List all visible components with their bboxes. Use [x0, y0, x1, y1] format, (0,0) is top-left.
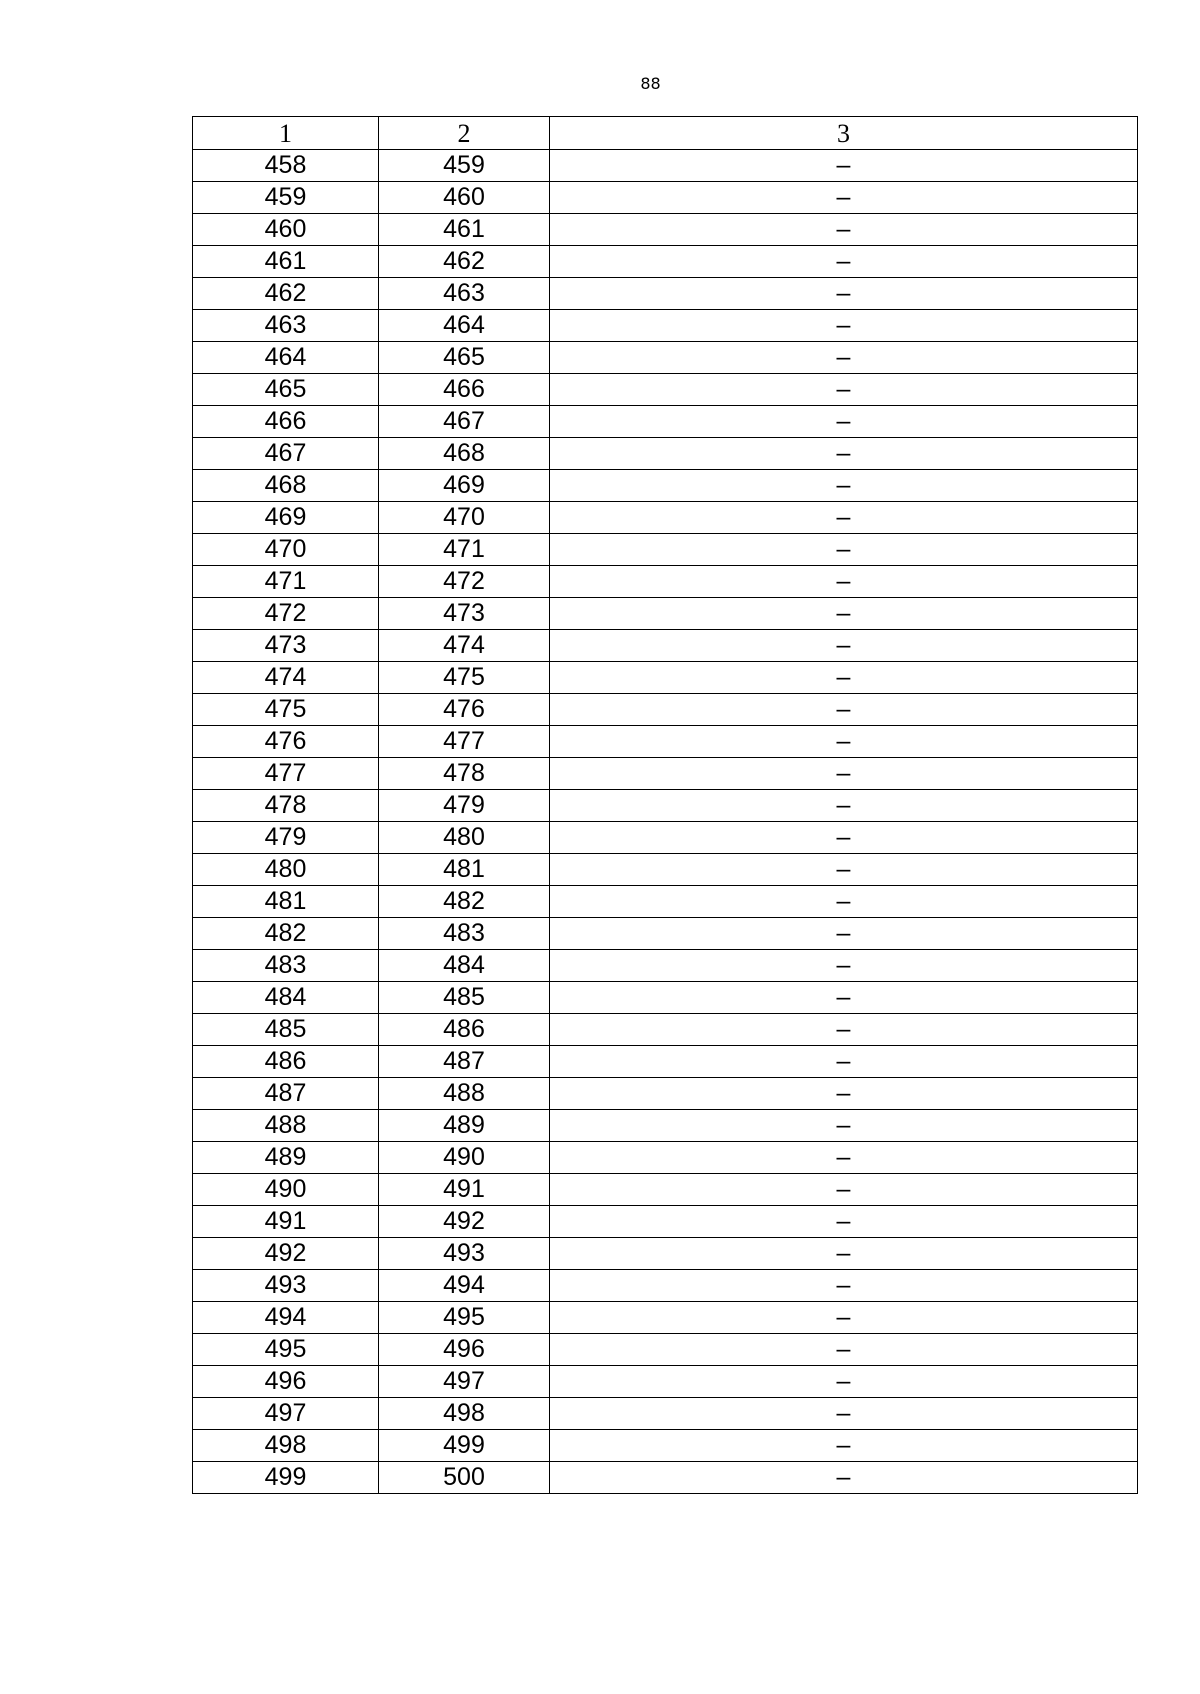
table-cell-col-3: –: [550, 1302, 1138, 1334]
table-cell-col-1: 481: [193, 886, 379, 918]
table-row: [193, 790, 1138, 822]
table-row: [193, 214, 1138, 246]
table-cell-col-1: 474: [193, 662, 379, 694]
page-number: 88: [640, 74, 661, 93]
table-cell-col-3: –: [550, 1366, 1138, 1398]
table-cell-col-2: 487: [379, 1046, 550, 1078]
table-cell-col-3: –: [550, 1398, 1138, 1430]
table-cell-col-2: 495: [379, 1302, 550, 1334]
table-cell-col-2: 486: [379, 1014, 550, 1046]
table-cell-col-1: 497: [193, 1398, 379, 1430]
table-cell-col-1: 468: [193, 470, 379, 502]
table-cell-col-2: 499: [379, 1430, 550, 1462]
table-cell-col-3: –: [550, 214, 1138, 246]
table-cell-col-2: 469: [379, 470, 550, 502]
table-cell-col-2: 463: [379, 278, 550, 310]
table-row: [193, 150, 1138, 182]
table-cell-col-1: 487: [193, 1078, 379, 1110]
table-cell-col-3: –: [550, 1206, 1138, 1238]
table-cell-col-3: –: [550, 246, 1138, 278]
table-cell-col-2: 480: [379, 822, 550, 854]
table-cell-col-3: –: [550, 566, 1138, 598]
table-cell-col-2: 497: [379, 1366, 550, 1398]
table-cell-col-2: 472: [379, 566, 550, 598]
table-cell-col-3: –: [550, 438, 1138, 470]
table-cell-col-3: –: [550, 1174, 1138, 1206]
table-cell-col-3: –: [550, 630, 1138, 662]
table-cell-col-3: –: [550, 374, 1138, 406]
table-cell-col-2: 459: [379, 150, 550, 182]
table-row: [193, 662, 1138, 694]
table-body: [193, 150, 1138, 1494]
table-cell-col-2: 467: [379, 406, 550, 438]
table-cell-col-1: 472: [193, 598, 379, 630]
table-cell-col-2: 465: [379, 342, 550, 374]
table-row: [193, 598, 1138, 630]
table-cell-col-1: 463: [193, 310, 379, 342]
table-cell-col-1: 496: [193, 1366, 379, 1398]
table-cell-col-3: –: [550, 502, 1138, 534]
table-cell-col-3: –: [550, 822, 1138, 854]
table-cell-col-3: –: [550, 918, 1138, 950]
table-cell-col-3: –: [550, 150, 1138, 182]
table-cell-col-2: 471: [379, 534, 550, 566]
table-cell-col-1: 489: [193, 1142, 379, 1174]
table-cell-col-3: –: [550, 662, 1138, 694]
column-header-1: 1: [193, 117, 379, 150]
table-cell-col-1: 492: [193, 1238, 379, 1270]
table-cell-col-1: 459: [193, 182, 379, 214]
table-row: [193, 1142, 1138, 1174]
table-cell-col-3: –: [550, 1334, 1138, 1366]
table-cell-col-1: 491: [193, 1206, 379, 1238]
table-row: [193, 950, 1138, 982]
table-cell-col-3: –: [550, 726, 1138, 758]
table-cell-col-1: 486: [193, 1046, 379, 1078]
table-cell-col-3: –: [550, 790, 1138, 822]
table-cell-col-2: 466: [379, 374, 550, 406]
table-cell-col-2: 483: [379, 918, 550, 950]
table-row: [193, 1238, 1138, 1270]
table-cell-col-1: 475: [193, 694, 379, 726]
table-cell-col-2: 489: [379, 1110, 550, 1142]
table-row: [193, 310, 1138, 342]
table-row: [193, 566, 1138, 598]
table-row: [193, 726, 1138, 758]
table-cell-col-1: 478: [193, 790, 379, 822]
table-cell-col-1: 482: [193, 918, 379, 950]
table-row: [193, 1366, 1138, 1398]
table-cell-col-2: 484: [379, 950, 550, 982]
table-cell-col-2: 492: [379, 1206, 550, 1238]
table-cell-col-1: 479: [193, 822, 379, 854]
table-cell-col-2: 493: [379, 1238, 550, 1270]
table-cell-col-1: 461: [193, 246, 379, 278]
table-cell-col-1: 467: [193, 438, 379, 470]
table-cell-col-1: 465: [193, 374, 379, 406]
table-row: [193, 694, 1138, 726]
table-row: [193, 886, 1138, 918]
table-cell-col-3: –: [550, 694, 1138, 726]
table-row: [193, 1462, 1138, 1494]
table-cell-col-3: –: [550, 310, 1138, 342]
table-cell-col-2: 476: [379, 694, 550, 726]
table-cell-col-3: –: [550, 1270, 1138, 1302]
table-row: [193, 278, 1138, 310]
table-cell-col-1: 477: [193, 758, 379, 790]
table-row: [193, 406, 1138, 438]
table-row: [193, 438, 1138, 470]
table-cell-col-3: –: [550, 854, 1138, 886]
column-header-3: 3: [550, 117, 1138, 150]
table-cell-col-2: 462: [379, 246, 550, 278]
table-cell-col-2: 494: [379, 1270, 550, 1302]
table-row: [193, 502, 1138, 534]
table-cell-col-1: 494: [193, 1302, 379, 1334]
table-cell-col-1: 483: [193, 950, 379, 982]
table-cell-col-3: –: [550, 1046, 1138, 1078]
column-header-2: 2: [379, 117, 550, 150]
table-row: [193, 1430, 1138, 1462]
table-cell-col-1: 499: [193, 1462, 379, 1494]
table-row: [193, 1302, 1138, 1334]
table-cell-col-2: 475: [379, 662, 550, 694]
table-row: [193, 342, 1138, 374]
table-cell-col-1: 471: [193, 566, 379, 598]
table-cell-col-1: 458: [193, 150, 379, 182]
table-row: [193, 1270, 1138, 1302]
table-cell-col-1: 470: [193, 534, 379, 566]
table-cell-col-2: 461: [379, 214, 550, 246]
table-cell-col-1: 480: [193, 854, 379, 886]
table-cell-col-3: –: [550, 1142, 1138, 1174]
table-row: [193, 822, 1138, 854]
table-cell-col-3: –: [550, 1430, 1138, 1462]
table-row: [193, 1078, 1138, 1110]
table-cell-col-1: 488: [193, 1110, 379, 1142]
table-cell-col-2: 468: [379, 438, 550, 470]
table-cell-col-2: 482: [379, 886, 550, 918]
table-cell-col-2: 477: [379, 726, 550, 758]
table-cell-col-2: 470: [379, 502, 550, 534]
table-row: [193, 470, 1138, 502]
table-row: [193, 1014, 1138, 1046]
table-row: [193, 534, 1138, 566]
table-cell-col-2: 490: [379, 1142, 550, 1174]
table-cell-col-1: 484: [193, 982, 379, 1014]
table-cell-col-3: –: [550, 1014, 1138, 1046]
table-row: [193, 246, 1138, 278]
table-cell-col-1: 490: [193, 1174, 379, 1206]
table-cell-col-3: –: [550, 1462, 1138, 1494]
table-cell-col-2: 496: [379, 1334, 550, 1366]
table-row: [193, 374, 1138, 406]
data-table: [192, 116, 1138, 1494]
table-cell-col-2: 460: [379, 182, 550, 214]
table-row: [193, 1206, 1138, 1238]
table-cell-col-3: –: [550, 342, 1138, 374]
table-row: [193, 1398, 1138, 1430]
table-row: [193, 1334, 1138, 1366]
table-cell-col-1: 469: [193, 502, 379, 534]
table-cell-col-1: 462: [193, 278, 379, 310]
table-cell-col-3: –: [550, 1238, 1138, 1270]
table-cell-col-3: –: [550, 278, 1138, 310]
table-row: [193, 1110, 1138, 1142]
table-cell-col-1: 485: [193, 1014, 379, 1046]
table-cell-col-2: 485: [379, 982, 550, 1014]
table-row: [193, 918, 1138, 950]
table-cell-col-3: –: [550, 1078, 1138, 1110]
table-cell-col-1: 495: [193, 1334, 379, 1366]
table-cell-col-1: 460: [193, 214, 379, 246]
table-cell-col-2: 498: [379, 1398, 550, 1430]
table-cell-col-2: 488: [379, 1078, 550, 1110]
table-cell-col-3: –: [550, 758, 1138, 790]
table-row: [193, 182, 1138, 214]
table-cell-col-1: 498: [193, 1430, 379, 1462]
table-row: [193, 630, 1138, 662]
table-cell-col-1: 464: [193, 342, 379, 374]
table-cell-col-1: 476: [193, 726, 379, 758]
table-cell-col-3: –: [550, 182, 1138, 214]
table-cell-col-2: 481: [379, 854, 550, 886]
table-cell-col-3: –: [550, 598, 1138, 630]
table-cell-col-2: 474: [379, 630, 550, 662]
table-cell-col-3: –: [550, 950, 1138, 982]
table-cell-col-3: –: [550, 1110, 1138, 1142]
table-cell-col-2: 500: [379, 1462, 550, 1494]
table-cell-col-3: –: [550, 982, 1138, 1014]
table-cell-col-1: 493: [193, 1270, 379, 1302]
table-cell-col-3: –: [550, 406, 1138, 438]
table-row: [193, 1174, 1138, 1206]
table-cell-col-1: 466: [193, 406, 379, 438]
table-row: [193, 758, 1138, 790]
table-cell-col-1: 473: [193, 630, 379, 662]
table-cell-col-3: –: [550, 534, 1138, 566]
table-header-row: [193, 117, 1138, 150]
table-cell-col-2: 491: [379, 1174, 550, 1206]
table-cell-col-2: 464: [379, 310, 550, 342]
table-cell-col-3: –: [550, 886, 1138, 918]
table-row: [193, 854, 1138, 886]
table-cell-col-2: 473: [379, 598, 550, 630]
table-row: [193, 982, 1138, 1014]
table-cell-col-3: –: [550, 470, 1138, 502]
table-cell-col-2: 479: [379, 790, 550, 822]
table-row: [193, 1046, 1138, 1078]
table-cell-col-2: 478: [379, 758, 550, 790]
